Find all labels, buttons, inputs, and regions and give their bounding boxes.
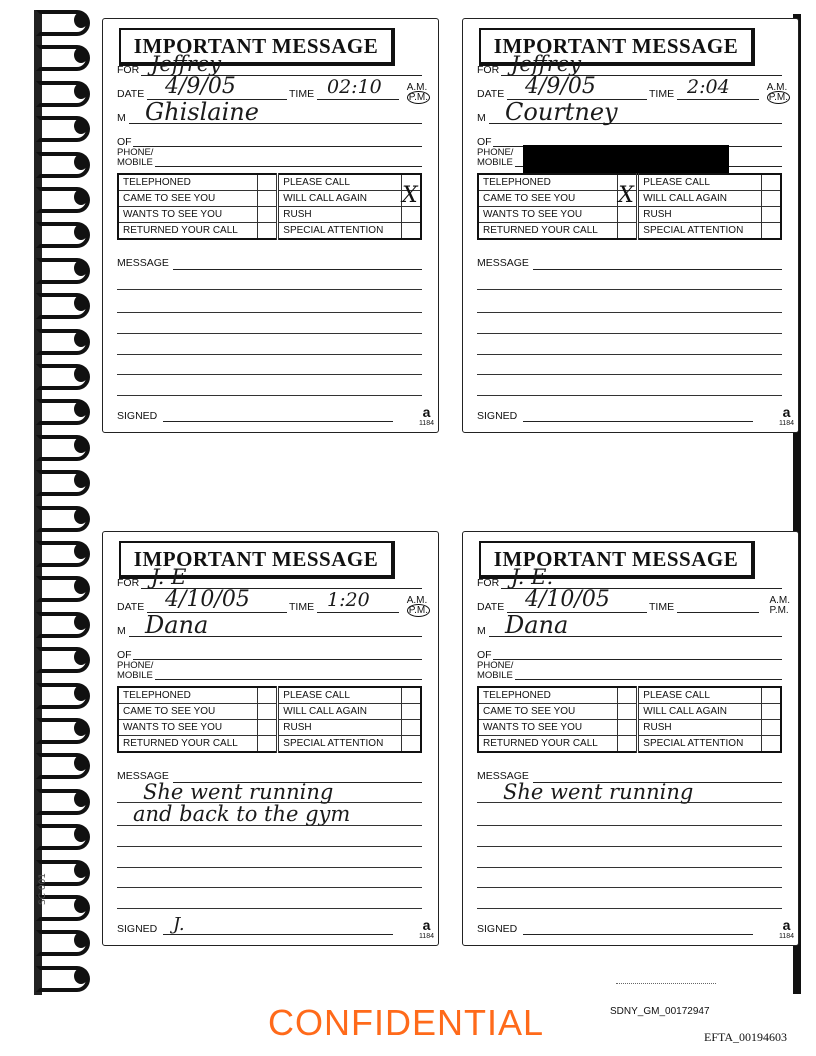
form-number: 1184 xyxy=(418,933,434,941)
form-logo xyxy=(779,406,794,430)
caller-name: Dana xyxy=(145,611,209,640)
check-box xyxy=(258,720,278,736)
spiral-ring xyxy=(36,327,88,351)
logo-mark: a xyxy=(782,917,791,934)
for-label: FOR xyxy=(477,63,500,76)
m-label: M xyxy=(117,624,126,637)
spiral-ring xyxy=(36,645,88,669)
checkbox-row xyxy=(478,174,781,191)
pm-label: P.M. xyxy=(769,604,789,616)
signed-label: SIGNED xyxy=(477,410,518,423)
checkbox-row xyxy=(118,736,421,753)
bates-number: SDNY_GM_00172947 xyxy=(610,1006,710,1017)
spiral-ring xyxy=(36,79,88,103)
date-label: DATE xyxy=(477,87,505,100)
signed-label: SIGNED xyxy=(477,923,518,936)
date-value: 4/9/05 xyxy=(165,74,236,100)
date-value: 4/9/05 xyxy=(525,74,596,100)
of-label: OF xyxy=(117,649,132,662)
checkbox-table xyxy=(117,686,422,753)
for-value: J. E. xyxy=(511,564,554,589)
of-label: OF xyxy=(117,136,132,149)
checkbox-row xyxy=(118,174,421,191)
message-slip xyxy=(462,18,799,433)
spiral-ring xyxy=(36,751,88,775)
check-label: WANTS TO SEE YOU xyxy=(118,207,258,223)
check-mark: X xyxy=(618,182,634,208)
check-box xyxy=(618,207,638,223)
for-label: FOR xyxy=(117,63,140,76)
check-label: WILL CALL AGAIN xyxy=(638,191,762,207)
check-label: SPECIAL ATTENTION xyxy=(638,223,762,240)
spiral-ring xyxy=(36,220,88,244)
check-label: RUSH xyxy=(278,720,402,736)
check-label: PLEASE CALL xyxy=(278,174,402,191)
phone-label: PHONE/ MOBILE xyxy=(117,660,154,682)
spiral-ring xyxy=(36,468,88,492)
message-label: MESSAGE xyxy=(117,770,169,783)
check-label: WILL CALL AGAIN xyxy=(278,191,402,207)
check-label: CAME TO SEE YOU xyxy=(478,704,618,720)
check-label: CAME TO SEE YOU xyxy=(478,191,618,207)
date-value: 4/10/05 xyxy=(165,587,250,613)
form-logo xyxy=(779,919,794,943)
for-label: FOR xyxy=(117,576,140,589)
message-slip xyxy=(462,531,799,946)
spiral-ring xyxy=(36,610,88,634)
am-label: A.M. xyxy=(766,81,788,93)
am-pm-indicator xyxy=(769,596,790,616)
check-label: RETURNED YOUR CALL xyxy=(118,736,258,753)
check-box xyxy=(258,687,278,704)
check-box xyxy=(258,704,278,720)
check-label: RETURNED YOUR CALL xyxy=(478,736,618,753)
am-label: A.M. xyxy=(406,594,428,606)
message-slip xyxy=(102,531,439,946)
check-box xyxy=(402,704,422,720)
for-value: Jeffrey xyxy=(511,51,582,76)
check-box xyxy=(618,720,638,736)
spiral-ring xyxy=(36,256,88,280)
check-box xyxy=(618,223,638,240)
time-label: TIME xyxy=(649,600,675,613)
check-box xyxy=(258,207,278,223)
check-label: RETURNED YOUR CALL xyxy=(478,223,618,240)
checkbox-row xyxy=(118,687,421,704)
date-value: 4/10/05 xyxy=(525,587,610,613)
message-label: MESSAGE xyxy=(117,257,169,270)
time-value: 1:20 xyxy=(327,588,370,611)
spiral-ring xyxy=(36,716,88,740)
checkbox-row xyxy=(118,191,421,207)
date-label: DATE xyxy=(117,600,145,613)
spiral-ring xyxy=(36,574,88,598)
checkbox-row xyxy=(478,704,781,720)
message-label: MESSAGE xyxy=(477,770,529,783)
logo-mark: a xyxy=(422,917,431,934)
of-label: OF xyxy=(477,649,492,662)
efta-number: EFTA_00194603 xyxy=(704,1030,788,1044)
check-label: RUSH xyxy=(638,720,762,736)
spiral-ring xyxy=(36,150,88,174)
check-label: RUSH xyxy=(278,207,402,223)
check-box xyxy=(258,223,278,240)
side-code: SC 001 xyxy=(38,872,48,905)
check-label: PLEASE CALL xyxy=(638,687,762,704)
check-label: WANTS TO SEE YOU xyxy=(478,720,618,736)
check-label: RUSH xyxy=(638,207,762,223)
for-label: FOR xyxy=(477,576,500,589)
time-label: TIME xyxy=(289,600,315,613)
check-box xyxy=(762,174,782,191)
slip-title: IMPORTANT MESSAGE xyxy=(119,28,395,66)
spiral-binding xyxy=(0,0,95,1000)
date-label: DATE xyxy=(477,600,505,613)
time-value: 02:10 xyxy=(327,75,382,98)
check-label: PLEASE CALL xyxy=(278,687,402,704)
pm-label: P.M. xyxy=(408,604,428,616)
check-box xyxy=(762,720,782,736)
check-label: TELEPHONED xyxy=(478,687,618,704)
checkbox-row xyxy=(478,223,781,240)
check-box xyxy=(258,736,278,753)
checkbox-row xyxy=(118,704,421,720)
spiral-ring xyxy=(36,397,88,421)
slip-title: IMPORTANT MESSAGE xyxy=(479,28,755,66)
checkbox-row xyxy=(118,207,421,223)
spiral-ring xyxy=(36,539,88,563)
form-logo xyxy=(419,406,434,430)
signed-label: SIGNED xyxy=(117,410,158,423)
m-label: M xyxy=(117,111,126,124)
am-label: A.M. xyxy=(769,594,790,606)
message-line-2: and back to the gym xyxy=(133,802,351,827)
check-box xyxy=(402,174,422,208)
form-logo xyxy=(419,919,434,943)
check-label: CAME TO SEE YOU xyxy=(118,191,258,207)
date-label: DATE xyxy=(117,87,145,100)
spiral-ring xyxy=(36,362,88,386)
m-label: M xyxy=(477,624,486,637)
check-box xyxy=(402,720,422,736)
check-label: WILL CALL AGAIN xyxy=(278,704,402,720)
spiral-ring xyxy=(36,504,88,528)
spiral-ring xyxy=(36,43,88,67)
check-label: CAME TO SEE YOU xyxy=(118,704,258,720)
am-pm-indicator xyxy=(767,83,790,103)
signed-label: SIGNED xyxy=(117,923,158,936)
form-number: 1184 xyxy=(418,420,434,428)
of-label: OF xyxy=(477,136,492,149)
slip-title: IMPORTANT MESSAGE xyxy=(479,541,755,579)
check-box xyxy=(258,191,278,207)
am-label: A.M. xyxy=(406,81,428,93)
check-label: TELEPHONED xyxy=(118,687,258,704)
checkbox-table xyxy=(477,686,782,753)
check-box xyxy=(618,687,638,704)
spiral-ring xyxy=(36,928,88,952)
spiral-ring xyxy=(36,433,88,457)
check-label: SPECIAL ATTENTION xyxy=(278,223,402,240)
check-box xyxy=(618,736,638,753)
caller-name: Courtney xyxy=(505,98,618,127)
phone-label: PHONE/ MOBILE xyxy=(477,660,514,682)
spiral-ring xyxy=(36,291,88,315)
signature: J. xyxy=(173,914,185,936)
pm-label: P.M. xyxy=(408,91,428,103)
check-box xyxy=(402,223,422,240)
checkbox-row xyxy=(118,720,421,736)
caller-name: Ghislaine xyxy=(145,98,259,127)
check-box xyxy=(618,704,638,720)
time-label: TIME xyxy=(649,87,675,100)
check-box xyxy=(762,223,782,240)
time-value: 2:04 xyxy=(687,75,730,98)
spiral-ring xyxy=(36,681,88,705)
message-line-1: She went running xyxy=(503,779,694,804)
check-box xyxy=(258,174,278,191)
slip-title: IMPORTANT MESSAGE xyxy=(119,541,395,579)
time-label: TIME xyxy=(289,87,315,100)
check-box xyxy=(402,687,422,704)
form-number: 1184 xyxy=(778,420,794,428)
check-box xyxy=(762,191,782,207)
check-box xyxy=(618,174,638,208)
check-box xyxy=(762,704,782,720)
caller-name: Dana xyxy=(505,611,569,640)
phone-label: PHONE/ MOBILE xyxy=(477,147,514,169)
checkbox-table xyxy=(477,173,782,240)
spiral-ring xyxy=(36,185,88,209)
redaction-block xyxy=(523,145,729,175)
check-label: TELEPHONED xyxy=(118,174,258,191)
check-label: RETURNED YOUR CALL xyxy=(118,223,258,240)
check-box xyxy=(762,687,782,704)
check-box xyxy=(762,736,782,753)
phone-label: PHONE/ MOBILE xyxy=(117,147,154,169)
checkbox-row xyxy=(478,687,781,704)
check-box xyxy=(762,207,782,223)
am-pm-indicator xyxy=(407,83,430,103)
form-number: 1184 xyxy=(778,933,794,941)
checkbox-table xyxy=(117,173,422,240)
spiral-ring xyxy=(36,8,88,32)
check-box xyxy=(402,207,422,223)
for-value: Jeffrey xyxy=(151,51,222,76)
message-line-1: She went running xyxy=(143,779,334,804)
logo-mark: a xyxy=(782,404,791,421)
checkbox-row xyxy=(478,720,781,736)
check-label: WILL CALL AGAIN xyxy=(638,704,762,720)
check-label: SPECIAL ATTENTION xyxy=(278,736,402,753)
check-mark: X xyxy=(402,182,418,208)
check-label: WANTS TO SEE YOU xyxy=(478,207,618,223)
spiral-ring xyxy=(36,114,88,138)
spiral-ring xyxy=(36,787,88,811)
logo-mark: a xyxy=(422,404,431,421)
check-label: PLEASE CALL xyxy=(638,174,762,191)
confidential-stamp: CONFIDENTIAL xyxy=(268,1002,545,1043)
checkbox-row xyxy=(118,223,421,240)
check-box xyxy=(402,736,422,753)
check-label: WANTS TO SEE YOU xyxy=(118,720,258,736)
pm-label: P.M. xyxy=(768,91,788,103)
message-label: MESSAGE xyxy=(477,257,529,270)
smudge-mark xyxy=(616,981,716,984)
check-label: SPECIAL ATTENTION xyxy=(638,736,762,753)
checkbox-row xyxy=(478,736,781,753)
message-slip xyxy=(102,18,439,433)
for-value: J. E xyxy=(151,564,187,589)
check-label: TELEPHONED xyxy=(478,174,618,191)
checkbox-row xyxy=(478,207,781,223)
m-label: M xyxy=(477,111,486,124)
spiral-ring xyxy=(36,964,88,988)
am-pm-indicator xyxy=(407,596,430,616)
